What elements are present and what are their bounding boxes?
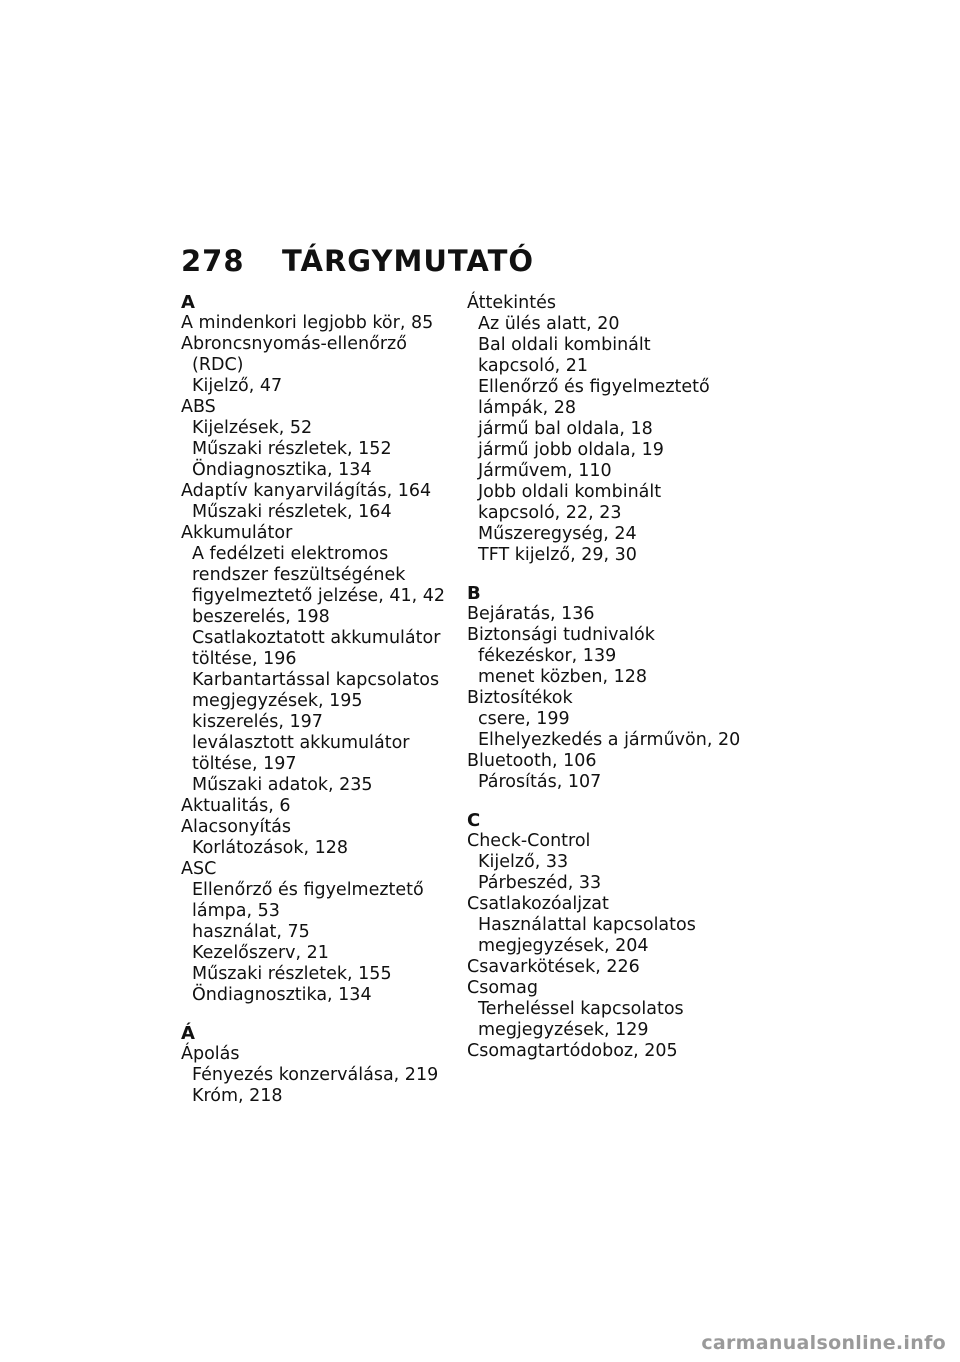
index-subentry: Ellenőrző és figyelmeztető [478,377,710,397]
index-subentry: csere, 199 [478,709,570,729]
index-subentry: Párbeszéd, 33 [478,873,602,893]
index-entry: Biztonsági tudnivalók [467,625,655,645]
index-subentry: Fényezés konzerválása, 219 [192,1065,439,1085]
index-subentry: leválasztott akkumulátor [192,733,410,753]
index-entry: Áttekintés [467,293,556,313]
index-subentry: Króm, 218 [192,1086,283,1106]
index-letter-heading: A [181,292,195,313]
index-subentry: Öndiagnosztika, 134 [192,460,372,480]
index-subentry: lámpa, 53 [192,901,280,921]
index-subentry: menet közben, 128 [478,667,647,687]
index-subentry: kiszerelés, 197 [192,712,323,732]
index-subentry: kapcsoló, 21 [478,356,589,376]
index-entry: A mindenkori legjobb kör, 85 [181,313,434,333]
index-entry: Akkumulátor [181,523,293,543]
index-entry: Alacsonyítás [181,817,292,837]
page-header [181,244,534,278]
index-subentry: Műszaki részletek, 164 [192,502,392,522]
index-subentry: megjegyzések, 204 [478,936,649,956]
index-subentry: Jobb oldali kombinált [478,482,662,502]
index-subentry: Ellenőrző és figyelmeztető [192,880,424,900]
index-subentry: beszerelés, 198 [192,607,330,627]
index-subentry: Kijelzések, 52 [192,418,313,438]
index-entry: ASC [181,859,217,879]
index-entry: Check-Control [467,831,591,851]
index-subentry: rendszer feszültségének [192,565,406,585]
index-subentry: Bal oldali kombinált [478,335,651,355]
index-column-left [181,293,451,1107]
index-subentry: lámpák, 28 [478,398,576,418]
index-subentry: Műszeregység, 24 [478,524,637,544]
index-letter-heading: C [467,810,481,831]
index-subentry: Elhelyezkedés a járművön, 20 [478,730,741,750]
index-subentry: Terheléssel kapcsolatos [478,999,684,1019]
index-entry: Abroncsnyomás-ellenőrző [181,334,407,354]
index-subentry: Kijelző, 33 [478,852,569,872]
index-subentry: Korlátozások, 128 [192,838,349,858]
index-subentry: Kijelző, 47 [192,376,283,396]
index-subentry: Műszaki részletek, 155 [192,964,392,984]
index-subentry: jármű bal oldala, 18 [478,419,653,439]
index-subentry: Csatlakoztatott akkumulátor [192,628,441,648]
index-subentry: megjegyzések, 129 [478,1020,649,1040]
index-subentry: TFT kijelző, 29, 30 [478,545,637,565]
index-subentry: használat, 75 [192,922,310,942]
index-subentry: Párosítás, 107 [478,772,602,792]
page-title: TÁRGYMUTATÓ [282,244,535,278]
index-entry: Csomagtartódoboz, 205 [467,1041,678,1061]
index-subentry: Öndiagnosztika, 134 [192,985,372,1005]
index-subentry: Használattal kapcsolatos [478,915,696,935]
index-entry: Adaptív kanyarvilágítás, 164 [181,481,432,501]
index-column-right [467,293,747,1062]
index-entry: Aktualitás, 6 [181,796,291,816]
index-subentry: Műszaki adatok, 235 [192,775,373,795]
index-subentry: fékezéskor, 139 [478,646,617,666]
index-subentry: megjegyzések, 195 [192,691,363,711]
index-entry: Bluetooth, 106 [467,751,597,771]
index-subentry: Járművem, 110 [478,461,612,481]
index-subentry: (RDC) [192,355,244,375]
index-subentry: figyelmeztető jelzése, 41, 42 [192,586,445,606]
index-subentry: A fedélzeti elektromos [192,544,389,564]
index-letter-heading: B [467,583,481,604]
index-subentry: töltése, 197 [192,754,297,774]
index-subentry: jármű jobb oldala, 19 [478,440,664,460]
index-subentry: Az ülés alatt, 20 [478,314,620,334]
index-entry: Csavarkötések, 226 [467,957,640,977]
index-entry: Ápolás [181,1044,240,1064]
index-entry: Csomag [467,978,538,998]
index-subentry: Karbantartással kapcsolatos [192,670,440,690]
index-entry: ABS [181,397,216,417]
index-entry: Biztosítékok [467,688,573,708]
index-entry: Csatlakozóaljzat [467,894,609,914]
index-letter-heading: Á [181,1023,195,1044]
page-number: 278 [181,244,245,278]
index-subentry: töltése, 196 [192,649,297,669]
watermark: carmanualsonline.info [701,1332,946,1354]
index-subentry: Műszaki részletek, 152 [192,439,392,459]
index-subentry: Kezelőszerv, 21 [192,943,329,963]
index-subentry: kapcsoló, 22, 23 [478,503,622,523]
index-entry: Bejáratás, 136 [467,604,595,624]
